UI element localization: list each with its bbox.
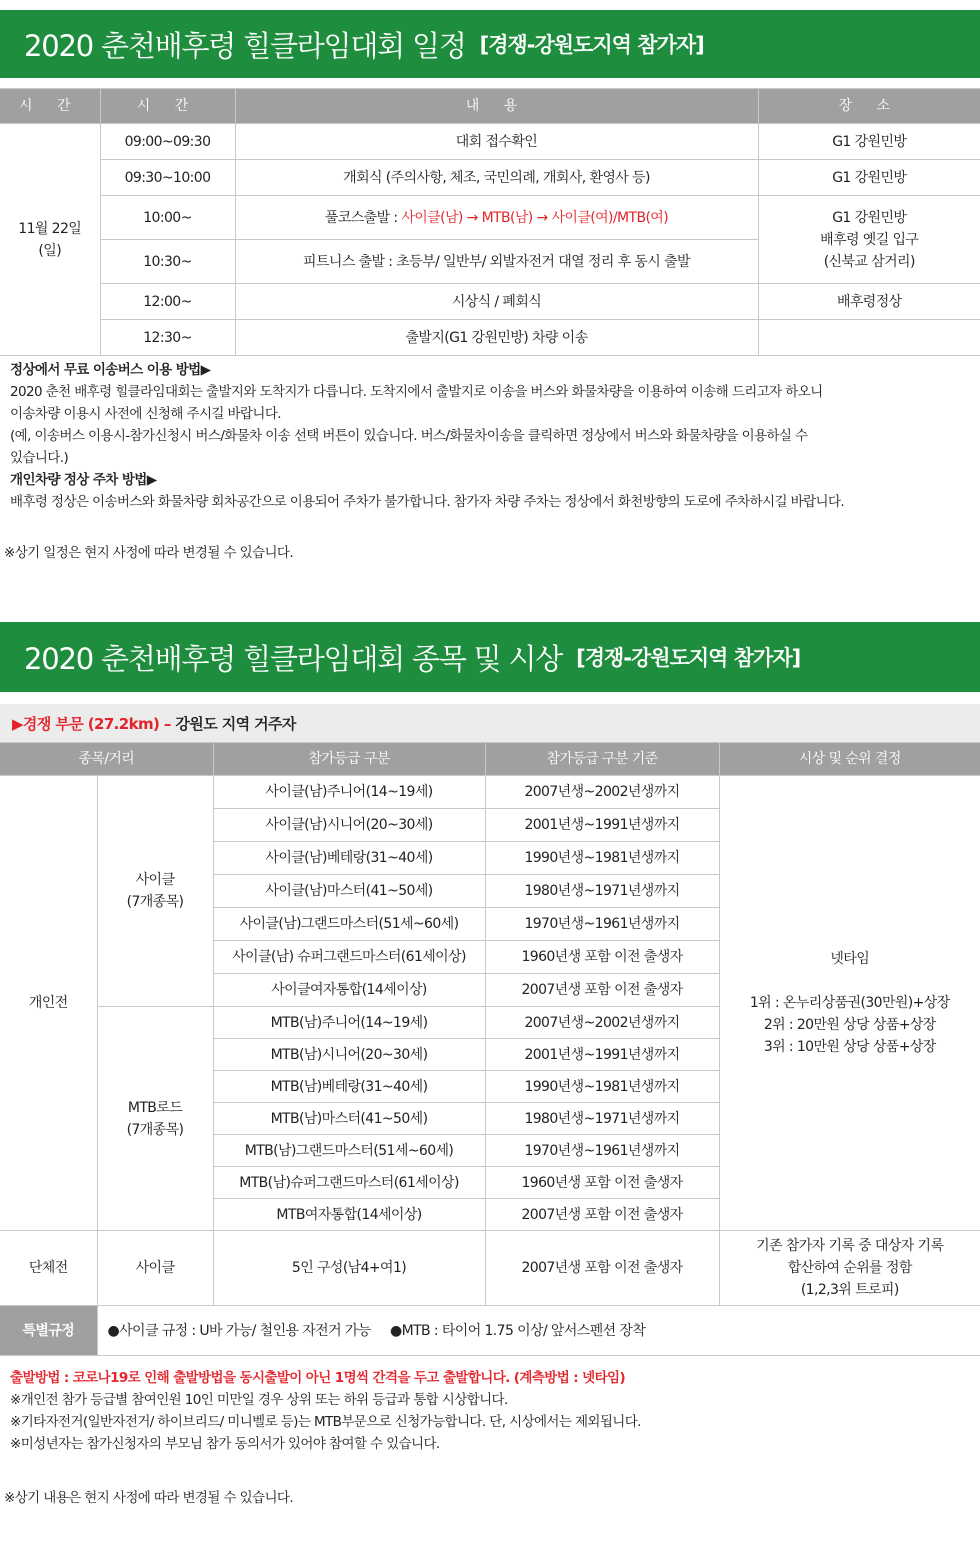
header-event: 종목/거리 bbox=[0, 743, 213, 776]
schedule-time: 12:30~ bbox=[100, 320, 235, 356]
team-award-line3: (1,2,3위 트로피) bbox=[800, 1282, 899, 1298]
schedule-content: 출발지(G1 강원민방) 차량 이송 bbox=[235, 320, 758, 356]
grade: MTB(남)베테랑(31~40세) bbox=[213, 1071, 485, 1103]
table-row bbox=[0, 320, 980, 356]
category-label: ▶경쟁 부문 (27.2km) – bbox=[12, 714, 171, 733]
header-criteria: 참가등급 구분 기준 bbox=[485, 743, 719, 776]
events-title: 2020 춘천배후령 힐클라임대회 종목 및 시상 bbox=[24, 641, 563, 676]
grade: 사이클(남)주니어(14~19세) bbox=[213, 776, 485, 809]
header-place: 장 소 bbox=[758, 89, 980, 124]
schedule-time: 09:00~09:30 bbox=[100, 124, 235, 160]
header-awards: 시상 및 순위 결정 bbox=[719, 743, 980, 776]
team-row bbox=[0, 1231, 980, 1306]
events-footnote: ※상기 내용은 현지 사정에 따라 변경될 수 있습니다. bbox=[4, 1490, 294, 1506]
note-1: ※개인전 참가 등급별 참여인원 10인 미만일 경우 상위 또는 하위 등급과 통합 시상합니다. bbox=[10, 1392, 508, 1408]
cycle-count: (7개종목) bbox=[126, 894, 184, 910]
schedule-content: 피트니스 출발 : 초등부/ 일반부/ 외발자전거 대열 정리 후 동시 출발 bbox=[235, 240, 758, 284]
criteria: 1970년생~1961년생까지 bbox=[485, 908, 719, 941]
schedule-content-order: 사이클(남) → MTB(남) → 사이클(여)/MTB(여) bbox=[401, 209, 669, 226]
table-row bbox=[0, 160, 980, 196]
team-award bbox=[719, 1231, 980, 1306]
team-event: 사이클 bbox=[97, 1231, 213, 1306]
grade: MTB(남)시니어(20~30세) bbox=[213, 1039, 485, 1071]
grade: MTB(남)주니어(14~19세) bbox=[213, 1007, 485, 1039]
mtb-count: (7개종목) bbox=[126, 1121, 184, 1138]
bus-text-2: 이송차량 이용시 사전에 신청해 주시길 바랍니다. bbox=[10, 406, 281, 422]
criteria: 2001년생~1991년생까지 bbox=[485, 809, 719, 842]
note-2: ※기타자전거(일반자전거/ 하이브리드/ 미니벨로 등)는 MTB부문으로 신청가능합니다. 단, 시상에서는 제외됩니다. bbox=[10, 1414, 641, 1430]
schedule-header-row bbox=[0, 89, 980, 124]
criteria: 2001년생~1991년생까지 bbox=[485, 1039, 719, 1071]
bus-text-1: 2020 춘천 배후령 힐클라임대회는 출발지와 도착지가 다릅니다. 도착지에서 출발지로 이송을 버스와 화물차량을 이용하여 이송해 드리고자 하오니 bbox=[10, 384, 823, 400]
award-third: 3위 : 10만원 상당 상품+상장 bbox=[763, 1039, 936, 1055]
criteria: 1980년생~1971년생까지 bbox=[485, 1103, 719, 1135]
schedule-date: 11월 22일 bbox=[18, 220, 82, 237]
parking-heading: 개인차량 정상 주차 방법▶ bbox=[10, 472, 157, 488]
schedule-content bbox=[235, 196, 758, 240]
award-first: 1위 : 온누리상품권(30만원)+상장 bbox=[749, 995, 950, 1011]
bus-text-4: 있습니다.) bbox=[10, 450, 69, 466]
schedule-title: 2020 춘천배후령 힐클라임대회 일정 bbox=[24, 28, 466, 63]
schedule-place bbox=[758, 320, 980, 356]
criteria: 2007년생~2002년생까지 bbox=[485, 1007, 719, 1039]
bus-text-3: (예, 이송버스 이용시-참가신청시 버스/화물차 이송 선택 버튼이 있습니다. 버스/화물차이송을 클릭하면 정상에서 버스와 화물차량을 이용하실 수 bbox=[10, 428, 808, 444]
team-label: 단체전 bbox=[0, 1231, 97, 1306]
events-banner bbox=[0, 622, 980, 692]
awards-timing: 넷타임 bbox=[830, 951, 870, 967]
start-method: 출발방법 : 코로나19로 인해 출발방법을 동시출발이 아닌 1명씩 간격을 두고 출발합니다. (계측방법 : 넷타임) bbox=[10, 1370, 626, 1386]
note-3: ※미성년자는 참가신청자의 부모님 참가 동의서가 있어야 참여할 수 있습니다. bbox=[10, 1436, 440, 1452]
schedule-banner bbox=[0, 10, 980, 78]
team-criteria: 2007년생 포함 이전 출생자 bbox=[485, 1231, 719, 1306]
header-time: 시 간 bbox=[100, 89, 235, 124]
header-grade: 참가등급 구분 bbox=[213, 743, 485, 776]
criteria: 2007년생 포함 이전 출생자 bbox=[485, 1199, 719, 1231]
special-rules-label: 특별규정 bbox=[0, 1306, 97, 1356]
criteria: 1990년생~1981년생까지 bbox=[485, 842, 719, 875]
schedule-place: G1 강원민방 bbox=[758, 160, 980, 196]
place-line1: G1 강원민방 bbox=[832, 209, 907, 226]
grade: 사이클(남)베테랑(31~40세) bbox=[213, 842, 485, 875]
grade: 사이클(남)마스터(41~50세) bbox=[213, 875, 485, 908]
grade: MTB(남)마스터(41~50세) bbox=[213, 1103, 485, 1135]
events-header-row bbox=[0, 743, 980, 776]
start-notes bbox=[10, 1367, 970, 1455]
table-row bbox=[0, 196, 980, 240]
schedule-footnote: ※상기 일정은 현지 사정에 따라 변경될 수 있습니다. bbox=[4, 545, 294, 561]
schedule-subtitle: [경쟁-강원도지역 참가자] bbox=[479, 33, 704, 57]
grade: MTB여자통합(14세이상) bbox=[213, 1199, 485, 1231]
team-grade: 5인 구성(남4+여1) bbox=[213, 1231, 485, 1306]
schedule-time: 09:30~10:00 bbox=[100, 160, 235, 196]
header-date: 시 간 bbox=[0, 89, 100, 124]
place-line2: 배후령 옛길 입구 bbox=[820, 231, 919, 248]
cycle-category bbox=[97, 776, 213, 1007]
grade: 사이클(남)시니어(20~30세) bbox=[213, 809, 485, 842]
grade: 사이클(남)그랜드마스터(51세~60세) bbox=[213, 908, 485, 941]
cycle-name: 사이클 bbox=[135, 872, 175, 888]
criteria: 1960년생 포함 이전 출생자 bbox=[485, 1167, 719, 1199]
award-second: 2위 : 20만원 상당 상품+상장 bbox=[763, 1017, 936, 1033]
schedule-time: 10:00~ bbox=[100, 196, 235, 240]
schedule-content: 대회 접수확인 bbox=[235, 124, 758, 160]
individual-label: 개인전 bbox=[0, 776, 97, 1231]
criteria: 2007년생~2002년생까지 bbox=[485, 776, 719, 809]
table-row bbox=[0, 124, 980, 160]
bus-heading: 정상에서 무료 이송버스 이용 방법▶ bbox=[10, 362, 211, 378]
rule-cycle: ●사이클 규정 : U바 가능/ 철인용 자전거 가능 bbox=[107, 1322, 371, 1339]
special-rules bbox=[97, 1306, 980, 1356]
criteria: 2007년생 포함 이전 출생자 bbox=[485, 974, 719, 1007]
mtb-name: MTB로드 bbox=[127, 1099, 183, 1116]
mtb-category bbox=[97, 1007, 213, 1231]
team-award-line1: 기존 참가자 기록 중 대상자 기록 bbox=[756, 1238, 944, 1254]
schedule-content: 개회식 (주의사항, 체조, 국민의례, 개회사, 환영사 등) bbox=[235, 160, 758, 196]
schedule-time: 10:30~ bbox=[100, 240, 235, 284]
events-subtitle: [경쟁-강원도지역 참가자] bbox=[576, 646, 801, 670]
table-row bbox=[0, 776, 980, 809]
transport-notes bbox=[10, 359, 970, 513]
awards-cell bbox=[719, 776, 980, 1231]
schedule-place: 배후령정상 bbox=[758, 284, 980, 320]
special-rules-row bbox=[0, 1306, 980, 1356]
category-bar bbox=[0, 704, 980, 742]
rule-mtb: ●MTB : 타이어 1.75 이상/ 앞서스펜션 장착 bbox=[390, 1322, 646, 1339]
schedule-date-cell bbox=[0, 124, 100, 356]
schedule-place-merged bbox=[758, 196, 980, 284]
schedule-day: (일) bbox=[38, 242, 62, 259]
place-line3: (신북교 삼거리) bbox=[823, 253, 915, 270]
criteria: 1980년생~1971년생까지 bbox=[485, 875, 719, 908]
parking-text: 배후령 정상은 이송버스와 화물차량 회차공간으로 이용되어 주차가 불가합니다. 참가자 차량 주차는 정상에서 화천방향의 도로에 주차하시길 바랍니다. bbox=[10, 494, 845, 510]
schedule-content: 시상식 / 폐회식 bbox=[235, 284, 758, 320]
grade: MTB(남)그랜드마스터(51세~60세) bbox=[213, 1135, 485, 1167]
events-table bbox=[0, 742, 980, 1356]
criteria: 1990년생~1981년생까지 bbox=[485, 1071, 719, 1103]
header-content: 내 용 bbox=[235, 89, 758, 124]
category-region: 강원도 지역 거주자 bbox=[175, 714, 296, 733]
schedule-place: G1 강원민방 bbox=[758, 124, 980, 160]
team-award-line2: 합산하여 순위를 정함 bbox=[787, 1260, 912, 1276]
schedule-time: 12:00~ bbox=[100, 284, 235, 320]
grade: 사이클여자통합(14세이상) bbox=[213, 974, 485, 1007]
schedule-table bbox=[0, 88, 980, 356]
schedule-content-prefix: 풀코스출발 : bbox=[324, 209, 402, 226]
criteria: 1970년생~1961년생까지 bbox=[485, 1135, 719, 1167]
grade: 사이클(남) 슈퍼그랜드마스터(61세이상) bbox=[213, 941, 485, 974]
criteria: 1960년생 포함 이전 출생자 bbox=[485, 941, 719, 974]
grade: MTB(남)슈퍼그랜드마스터(61세이상) bbox=[213, 1167, 485, 1199]
table-row bbox=[0, 284, 980, 320]
